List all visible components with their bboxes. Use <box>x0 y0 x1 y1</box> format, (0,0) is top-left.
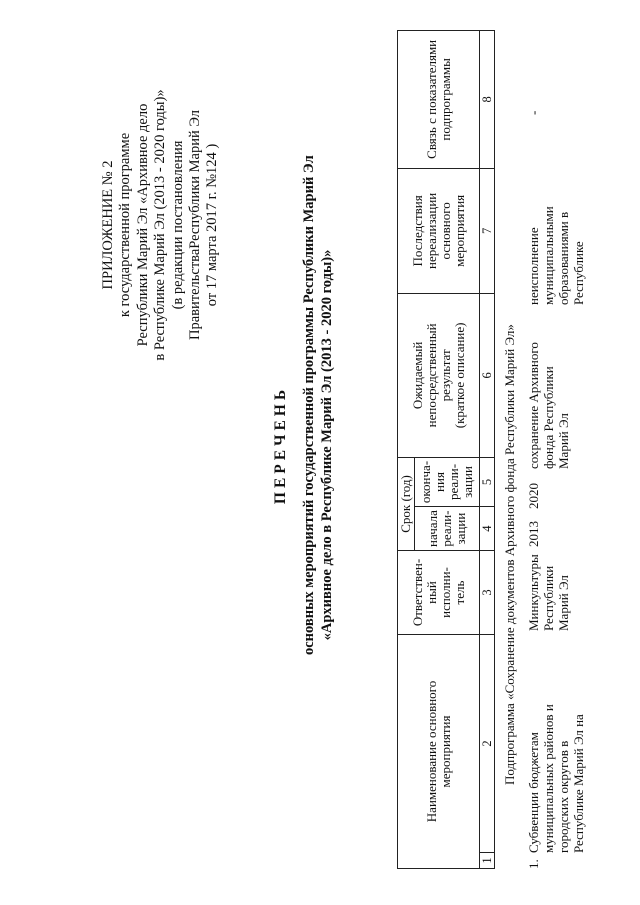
header-consequences: Последствия нереализации основного мероприятия <box>398 168 480 293</box>
row-consequences: неисполнение муниципальными образованиями в Республике <box>526 206 586 305</box>
appendix-line: ПравительстваРеспублики Марий Эл <box>187 110 204 340</box>
activities-table <box>397 30 495 869</box>
header-result: Ожидаемый непосредственный результат (краткое описание) <box>398 293 480 457</box>
header-link: Связь с показателями подпрограммы <box>398 30 480 168</box>
appendix-line: ПРИЛОЖЕНИЕ № 2 <box>100 160 116 290</box>
appendix-header <box>100 45 222 405</box>
column-number: 8 <box>480 30 495 168</box>
row-result: сохранение Архивного фонда Республики Марий Эл <box>526 342 571 469</box>
header-term: Срок (год) <box>398 457 415 550</box>
appendix-line: (в редакции постановления <box>169 140 186 310</box>
header-end: оконча- ния реали- зации <box>415 457 480 506</box>
document-title: ПЕРЕЧЕНЬ <box>272 385 289 505</box>
row-end-year: 2020 <box>526 483 541 509</box>
subprogram-title: Подпрограмма «Сохранение документов Архивного фонда Республики Марий Эл» <box>502 324 517 785</box>
column-number: 2 <box>480 635 495 853</box>
document-subtitle <box>300 155 336 655</box>
column-number: 7 <box>480 168 495 293</box>
appendix-line: Республики Марий Эл «Архивное дело <box>134 103 151 347</box>
subtitle-line-1: основных мероприятий государственной программы Республики Марий Эл <box>301 155 317 655</box>
appendix-line: в Республике Марий Эл (2013 - 2020 годы)» <box>152 89 169 361</box>
row-number: 1. <box>526 859 541 869</box>
subtitle-line-2: «Архивное дело в Республике Марий Эл (2013 - 2020 годы)» <box>319 249 335 641</box>
column-number: 4 <box>480 507 495 551</box>
row-name: Субвенции бюджетам муниципальных районов и городских округов в Республике Марий Эл на <box>526 704 586 853</box>
appendix-line: к государственной программе <box>117 132 134 318</box>
row-link: - <box>526 110 541 115</box>
row-responsible: Минкультуры Республики Марий Эл <box>526 554 571 631</box>
appendix-line: от 17 марта 2017 г. №124 ) <box>204 143 221 307</box>
column-numbers-row <box>480 30 495 868</box>
header-responsible: Ответствен- ный исполни- тель <box>398 551 480 635</box>
column-number: 6 <box>480 293 495 457</box>
header-start: начала реали- зации <box>415 507 480 551</box>
column-number: 5 <box>480 457 495 506</box>
header-name: Наименование основного мероприятия <box>398 635 480 869</box>
column-number: 3 <box>480 551 495 635</box>
column-number: 1 <box>480 853 495 869</box>
row-start-year: 2013 <box>526 521 541 547</box>
